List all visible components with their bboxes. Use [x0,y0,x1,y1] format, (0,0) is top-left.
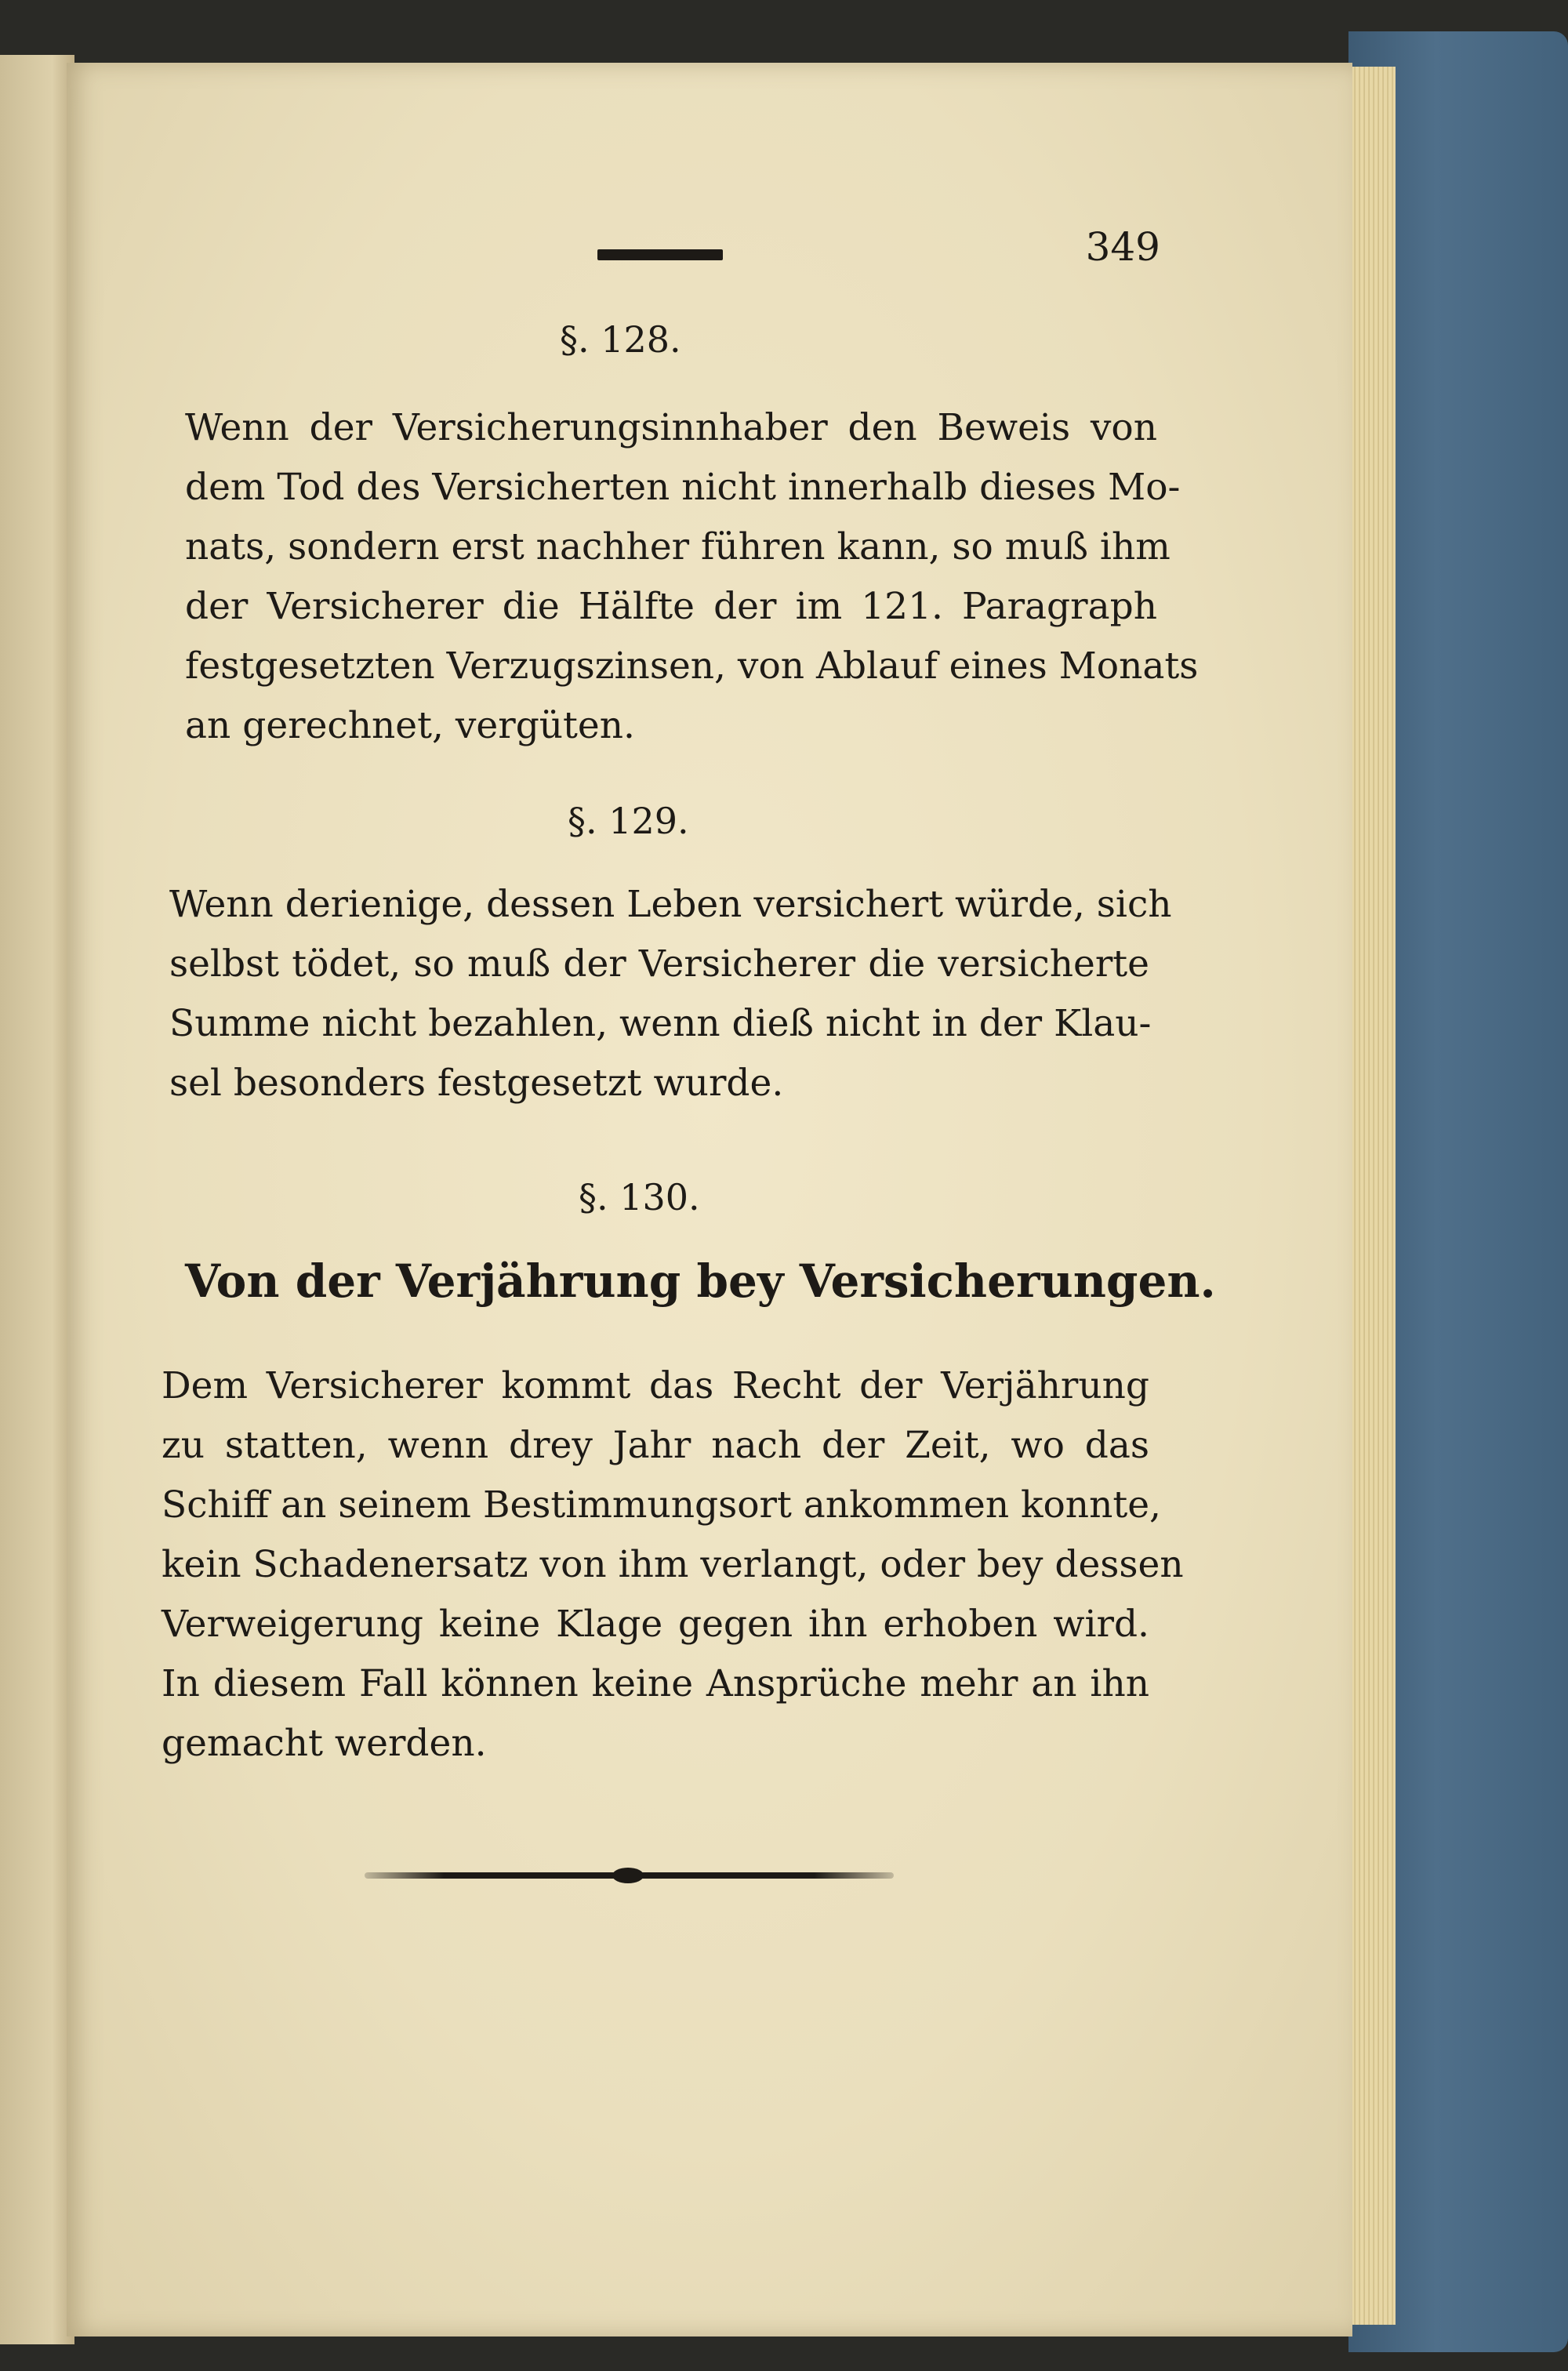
text-line: In diesem Fall können keine Ansprüche mehr an ihn [162,1662,1149,1705]
text-line: Verweigerung keine Klage gegen ihn erhoben wird. [162,1603,1149,1646]
footer-ornament-rule [365,1872,894,1879]
text-line: dem Tod des Versicherten nicht innerhalb dieses Mo- [185,466,1181,509]
text-line: Summe nicht bezahlen, wenn dieß nicht in der Klau- [169,1002,1152,1045]
text-line: Schiff an seinem Bestimmungsort ankommen konnte, [162,1483,1161,1527]
section-body-128 [185,398,1199,756]
text-line: Dem Versicherer kommt das Recht der Verjährung [162,1364,1149,1407]
section-subheading-130: Von der Verjährung bey Versicherungen. [185,1254,1216,1308]
text-line: Wenn der Versicherungsinnhaber den Beweis von [185,406,1157,449]
section-heading-130: §. 130. [579,1176,700,1218]
ornament-dot [612,1868,644,1883]
text-line: gemacht werden. [162,1722,487,1765]
section-body-130 [162,1356,1184,1774]
text-line: an gerechnet, vergüten. [185,704,635,747]
page-number: 349 [1085,224,1160,270]
facing-page-edge [0,55,74,2344]
section-heading-129: §. 129. [568,800,689,842]
text-line: festgesetzten Verzugszinsen, von Ablauf eines Monats [185,644,1199,688]
text-line: kein Schadenersatz von ihm verlangt, oder bey dessen [162,1543,1184,1586]
text-line: zu statten, wenn drey Jahr nach der Zeit, wo das [162,1424,1149,1467]
section-body-129 [169,875,1172,1113]
text-line: der Versicherer die Hälfte der im 121. Paragraph [185,585,1157,628]
section-heading-128: §. 128. [560,318,681,361]
text-line: nats, sondern erst nachher führen kann, so muß ihm [185,525,1171,568]
header-rule [597,249,723,260]
text-line: selbst tödet, so muß der Versicherer die versicherte [169,942,1149,986]
text-line: Wenn derienige, dessen Leben versichert würde, sich [169,883,1172,926]
text-line: sel besonders festgesetzt wurde. [169,1062,784,1105]
